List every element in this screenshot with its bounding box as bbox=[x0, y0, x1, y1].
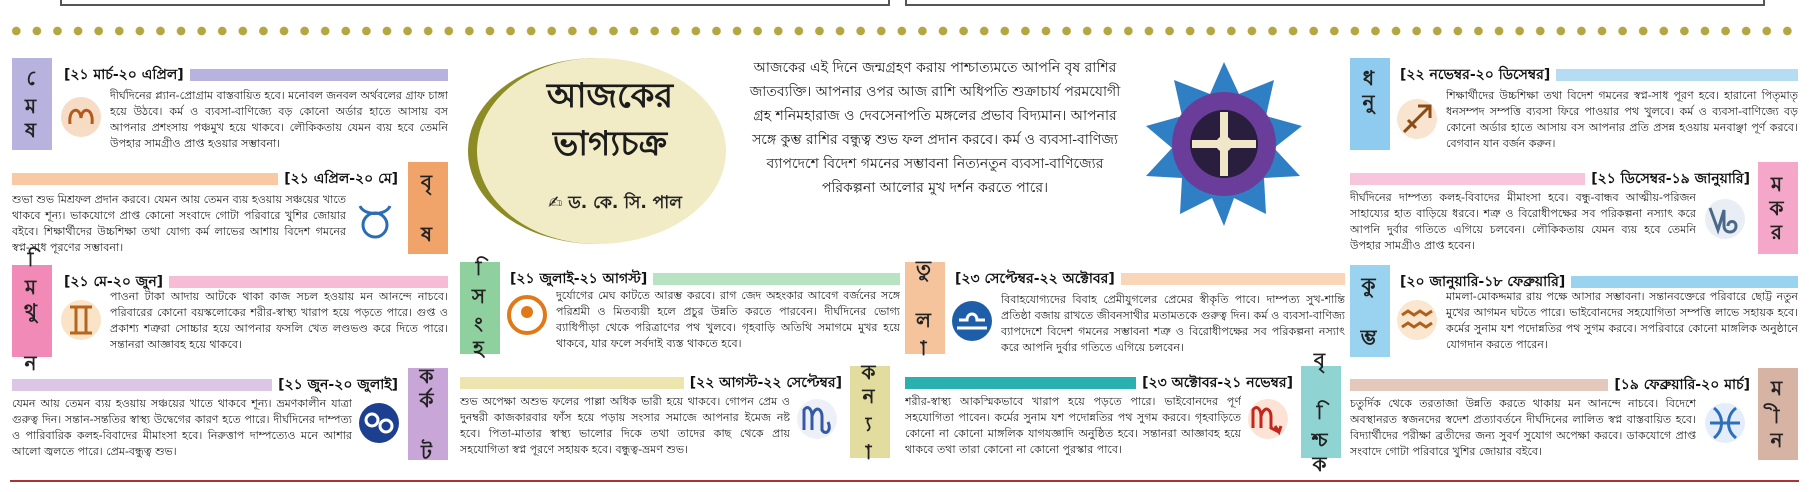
sign-date-mesh: [২১ মার্চ-২০ এপ্রিল] bbox=[64, 67, 184, 83]
sign-tab-kumbha: কুম্ভ bbox=[1350, 265, 1390, 357]
gemini-icon bbox=[58, 297, 104, 343]
top-frame-right bbox=[905, 0, 1765, 6]
sign-date-mithun: [২১ মে-২০ জুন] bbox=[64, 274, 164, 290]
sign-date-karkat: [২১ জুন-২০ জুলাই] bbox=[278, 377, 398, 393]
capricorn-icon bbox=[1702, 196, 1748, 242]
sign-block-meen bbox=[1350, 368, 1798, 460]
sign-tab-tula: তুলা bbox=[905, 262, 945, 354]
sign-text-mithun: পাওনা টাকা আদায় আটকে থাকা কাজ সচল হওয়ায় মন আনন্দে নাচবে। পরিবারের কোনো বয়স্কলোকের শরীর-স্বাস্থ্য খারাপ হয়ে পড়তে পারে। গুপ্ত ও প্রকাশ্য শত্রুরা সোচ্চার হয়ে আপনার ফসলি খেত লণ্ডভণ্ড করে দিতে পারে। সন্তানরা আজ্ঞাবহ হয়ে থাকবে। bbox=[110, 290, 448, 351]
sign-block-karkat bbox=[12, 364, 448, 464]
header-bar bbox=[1350, 173, 1585, 185]
sign-date-singha: [২১ জুলাই-২১ আগস্ট] bbox=[510, 271, 648, 287]
sign-text-kanya: শুভ অপেক্ষা অশুভ ফলের পাল্লা অধিক ভারী হয়ে থাকবে। গোপন প্রেম ও দুনম্বরী কাজকারবার ফাঁস হয়ে পড়ায় সংসার সমাজে আপনার ইমেজ নষ্ট হবে। পিতা-মাতার স্বাস্থ্য ভালোর দিকে তথা তাদের কাছ থেকে প্রায় সহযোগিতা স্বপ্ন পূরণে সহায়ক হবে। বন্ধুত্ব-ভ্রমণ শুভ। bbox=[460, 395, 790, 456]
header-bar bbox=[1556, 69, 1798, 81]
sign-text-brishchik: শরীর-স্বাস্থ্য আকস্মিকভাবে খারাপ হয়ে পড়তে পারে। ভাইবোনদের পূর্ণ সহযোগিতা পাবেন। কর্মের সুনাম যশ পদোন্নতির পথ সুগম করবে। গৃহবাড়িতে কোনো না কোনো মাঙ্গলিক যাগযজ্ঞাদি অনুষ্ঠিত হবে। সন্তানরা আজ্ঞাবহ হয়ে থাকবে তথা তারা কোনো না কোনো পুরস্কার পাবে। bbox=[905, 395, 1241, 456]
sign-text-tula: বিবাহযোগ্যদের বিবাহ প্রেমীযুগলের প্রেমের স্বীকৃতি পাবে। দাম্পত্য সুখ-শান্তি প্রতিষ্ঠা বজায় রাখতে জীবনসাথীর মতামতকে গুরুত্ব দিন। কর্ম ও ব্যবসা-বাণিজ্য ব্যাপদেশে বিদেশ গমনের সম্ভাবনা শত্রু ও বিরোধীপক্ষের সব পরিকল্পনা নস্যাৎ করে আপনি দুর্বার গতিতে এগিয়ে চলবেন। bbox=[1001, 293, 1345, 354]
sign-block-mithun bbox=[12, 247, 448, 375]
header-bar bbox=[169, 276, 448, 288]
sign-tab-meen: মীন bbox=[1758, 368, 1798, 460]
title-line-1: আজকের bbox=[546, 76, 674, 116]
sign-tab-mesh: মেষ bbox=[12, 58, 52, 150]
top-frame-left bbox=[60, 0, 890, 6]
intro-text: আজকের এই দিনে জন্মগ্রহণ করায় পাশ্চাত্যমতে আপনি বৃষ রাশির জাতব্যক্তি। আপনার ওপর আজ রাশি অধিপতি শুক্রাচার্য পরমযোগী গ্রহ শনিমহারাজ ও দেবসেনাপতি মঙ্গলের প্রভাব বিদ্যমান। আপনার সঙ্গে কুম্ভ রাশির বন্ধুত্ব শুভ ফল প্রদান করবে। কর্ম ও ব্যবসা-বাণিজ্য ব্যাপদেশে বিদেশ গমনের সম্ভাবনা নিত্যনতুন ব্যবসা-বাণিজ্যের পরিকল্পনা আলোর মুখ দর্শন করতে পারে। bbox=[749, 60, 1121, 196]
virgo-icon bbox=[794, 396, 840, 442]
sign-text-karkat: যেমন আয় তেমন ব্যয় হওয়ায় সঞ্চয়ের খাতে থাকবে শূন্য। ভ্রমণকালীন যাত্রা গুরুত্ব দিন। সন্তান-সন্ততির স্বাস্থ্য উদ্বেগের কারণ হতে পারে। দীর্ঘদিনের দাম্পত্য ও পারিবারিক কলহ-বিবাদের মীমাংসা হবে। নিরুত্তাপ দাম্পত্যেও মনে আশার আলো জ্বলতে পারে। প্রেম-বন্ধুত্ব শুভ। bbox=[12, 397, 352, 458]
sign-date-tula: [২৩ সেপ্টেম্বর-২২ অক্টোবর] bbox=[955, 271, 1115, 287]
sign-header-brishchik bbox=[905, 372, 1293, 394]
sign-date-meen: [১৯ ফেব্রুয়ারি-২০ মার্চ] bbox=[1614, 377, 1750, 393]
sign-tab-brish: বৃষ bbox=[408, 162, 448, 254]
sign-header-kanya bbox=[460, 372, 842, 394]
header-bar bbox=[12, 173, 278, 185]
sign-block-brish bbox=[12, 162, 448, 254]
sign-date-makar: [২১ ডিসেম্বর-১৯ জানুয়ারি] bbox=[1591, 171, 1750, 187]
sign-block-mesh bbox=[12, 58, 448, 150]
sign-tab-kanya: কন্যা bbox=[850, 366, 890, 458]
page-title bbox=[510, 72, 710, 168]
sign-text-makar: দীর্ঘদিনের দাম্পত্য কলহ-বিবাদের মীমাংসা হবে। বন্ধু-বান্ধব আত্মীয়-পরিজন সাহায্যের হাত বাড়িয়ে ধরবে। শত্রু ও বিরোধীপক্ষের সব পরিকল্পনা নস্যাৎ করে আপনি দুর্বার গতিতে এগিয়ে চলবেন। লৌকিকতায় যেমন ব্যয় হবে তেমনি উপহার সামগ্রীও প্রাপ্ত হবেন। bbox=[1350, 191, 1696, 252]
sign-text-dhanu: শিক্ষার্থীদের উচ্চশিক্ষা তথা বিদেশ গমনের স্বপ্ন-সাধ পূরণ হবে। হারানো পিতৃমাতৃ ধনসম্পদ সম্পত্তি ব্যবসা ফিরে পাওয়ার পথ খুলবে। কর্ম ও ব্যবসা-বাণিজ্যে বড় কোনো অর্ডার হাতে আসায় বস আপনার প্রতি প্রসন্ন হওয়ায় মনবাঞ্ছা পূর্ণ করবে। বেগবান যান বর্জন করুন। bbox=[1446, 89, 1798, 150]
sign-tab-dhanu: ধনু bbox=[1350, 58, 1390, 150]
taurus-icon bbox=[352, 198, 398, 244]
sign-header-karkat bbox=[12, 374, 398, 396]
sign-date-brishchik: [২৩ অক্টোবর-২১ নভেম্বর] bbox=[1142, 375, 1293, 391]
sign-header-singha bbox=[510, 268, 900, 290]
cancer-icon bbox=[356, 400, 402, 446]
libra-icon bbox=[949, 298, 995, 344]
title-line-2: ভাগ্যচক্র bbox=[552, 124, 668, 164]
sign-date-brish: [২১ এপ্রিল-২০ মে] bbox=[284, 171, 398, 187]
header-bar bbox=[190, 69, 448, 81]
author-byline: ✍ ড. কে. সি. পাল bbox=[548, 193, 682, 213]
sign-block-brishchik bbox=[905, 348, 1341, 476]
bottom-rule bbox=[10, 480, 1799, 482]
pisces-icon bbox=[1702, 400, 1748, 446]
sign-date-kumbha: [২০ জানুয়ারি-১৮ ফেব্রুয়ারি] bbox=[1400, 274, 1566, 290]
zodiac-wheel-icon bbox=[1140, 60, 1308, 228]
sign-text-meen: চতুর্দিক থেকে তরতাজা উন্নতি করতে থাকায় মন আনন্দে নাচবে। বিদেশে অবস্থানরত স্বজনদের স্বদেশ প্রত্যাবর্তনে দীর্ঘদিনের লালিত স্বপ্ন বাস্তবায়িত হবে। বিদ্যার্থীদের পরীক্ষা ব্রতীদের জন্য সুবর্ণ সুযোগ অপেক্ষা করবে। ডাকযোগে প্রাপ্ত সংবাদে গোটা পরিবারে খুশির জোয়ার বইবে। bbox=[1350, 397, 1696, 458]
sign-header-tula bbox=[955, 268, 1345, 290]
sign-block-singha bbox=[460, 256, 900, 360]
sign-text-singha: দুর্যোগের মেঘ কাটতে আরম্ভ করবে। রাগ জেদ অহংকার আবেগ বর্জনের সঙ্গে পরিশ্রমী ও মিতব্যয়ী হলে প্রচুর উন্নতি করতে পারবেন। দীর্ঘদিনের ভোগ্য ব্যাধিপীড়া থেকে পরিত্রাণের পথ খুলবে। গৃহবাড়ি অতিথি সমাগমে মুখর হয়ে থাকবে, যার ফলে সর্বদাই ব্যস্ত থাকতে হবে। bbox=[556, 289, 900, 350]
header-bar bbox=[12, 379, 272, 391]
sign-header-dhanu bbox=[1400, 64, 1798, 86]
sign-header-meen bbox=[1350, 374, 1750, 396]
sign-tab-karkat: কর্কট bbox=[408, 368, 448, 460]
sagittarius-icon bbox=[1394, 96, 1440, 142]
sign-header-makar bbox=[1350, 168, 1750, 190]
sign-header-brish bbox=[12, 168, 398, 190]
header-bar bbox=[1121, 273, 1345, 285]
aquarius-icon bbox=[1394, 297, 1440, 343]
sign-block-makar bbox=[1350, 162, 1798, 254]
sign-tab-makar: মকর bbox=[1758, 162, 1798, 254]
sign-block-kumbha bbox=[1350, 265, 1798, 357]
sign-tab-brishchik: বৃশ্চিক bbox=[1301, 366, 1341, 458]
scorpio-icon bbox=[1245, 396, 1291, 442]
header-bar bbox=[1350, 379, 1608, 391]
sign-date-dhanu: [২২ নভেম্বর-২০ ডিসেম্বর] bbox=[1400, 67, 1551, 83]
sign-header-mesh bbox=[64, 64, 448, 86]
header-bar bbox=[653, 273, 900, 285]
header-bar bbox=[905, 377, 1136, 389]
header-bar bbox=[1571, 276, 1798, 288]
header-bar bbox=[460, 377, 684, 389]
sign-block-kanya bbox=[460, 360, 890, 464]
sign-tab-singha: সিংহ bbox=[460, 262, 500, 354]
sign-date-kanya: [২২ আগস্ট-২২ সেপ্টেম্বর] bbox=[689, 375, 842, 391]
sign-tab-mithun: মিথুন bbox=[12, 265, 52, 357]
aries-icon bbox=[58, 94, 104, 140]
sign-text-mesh: দীর্ঘদিনের প্ল্যান-প্রোগ্রাম বাস্তবায়িত হবে। মনোবল জনবল অর্থবলের গ্রাফ চাঙ্গা হয়ে উঠবে। কর্ম ও ব্যবসা-বাণিজ্যে বড় কোনো অর্ডার হাতে আসায় বস আপনার প্রশংসায় পঞ্চমুখ হয়ে থাকবে। লৌকিকতায় যেমন ব্যয় হবে তেমনি উপহার সামগ্রীও প্রাপ্ত হওয়ার সম্ভাবনা। bbox=[110, 89, 448, 150]
sign-block-dhanu bbox=[1350, 58, 1798, 150]
leo-icon bbox=[504, 292, 550, 338]
sign-block-tula bbox=[905, 256, 1345, 360]
sign-text-brish: শুভা শুভ মিশ্রফল প্রদান করবে। যেমন আয় তেমন ব্যয় হওয়ায় সঞ্চয়ের খাতে থাকবে শূন্য। ভাকযোগে প্রাপ্ত কোনো সংবাদে গোটা পরিবারে খুশির জোয়ার বইবে। শিক্ষার্থীদের উচ্চশিক্ষা তথা যোগ্য কর্ম লাভের আশায় বিদেশ গমনের স্বপ্ন-সাধ পূরণের সম্ভাবনা। bbox=[12, 193, 346, 254]
dotted-border bbox=[6, 25, 1803, 37]
sign-text-kumbha: মামলা-মোকদ্দমার রায় পক্ষে আসার সম্ভাবনা। সন্তানবক্তেরে পরিবারে ছোট্ট নতুন মুখের আগমন ঘটতে পারে। ভাইবোনদের সহযোগিতা সম্পত্তি লাভে সহায়ক হবে। কর্মের সুনাম যশ পদোন্নতির পথ সুগম করবে। সপরিবারে কোনো মাঙ্গলিক অনুষ্ঠানে যোগদান করতে পারেন। bbox=[1446, 290, 1798, 351]
